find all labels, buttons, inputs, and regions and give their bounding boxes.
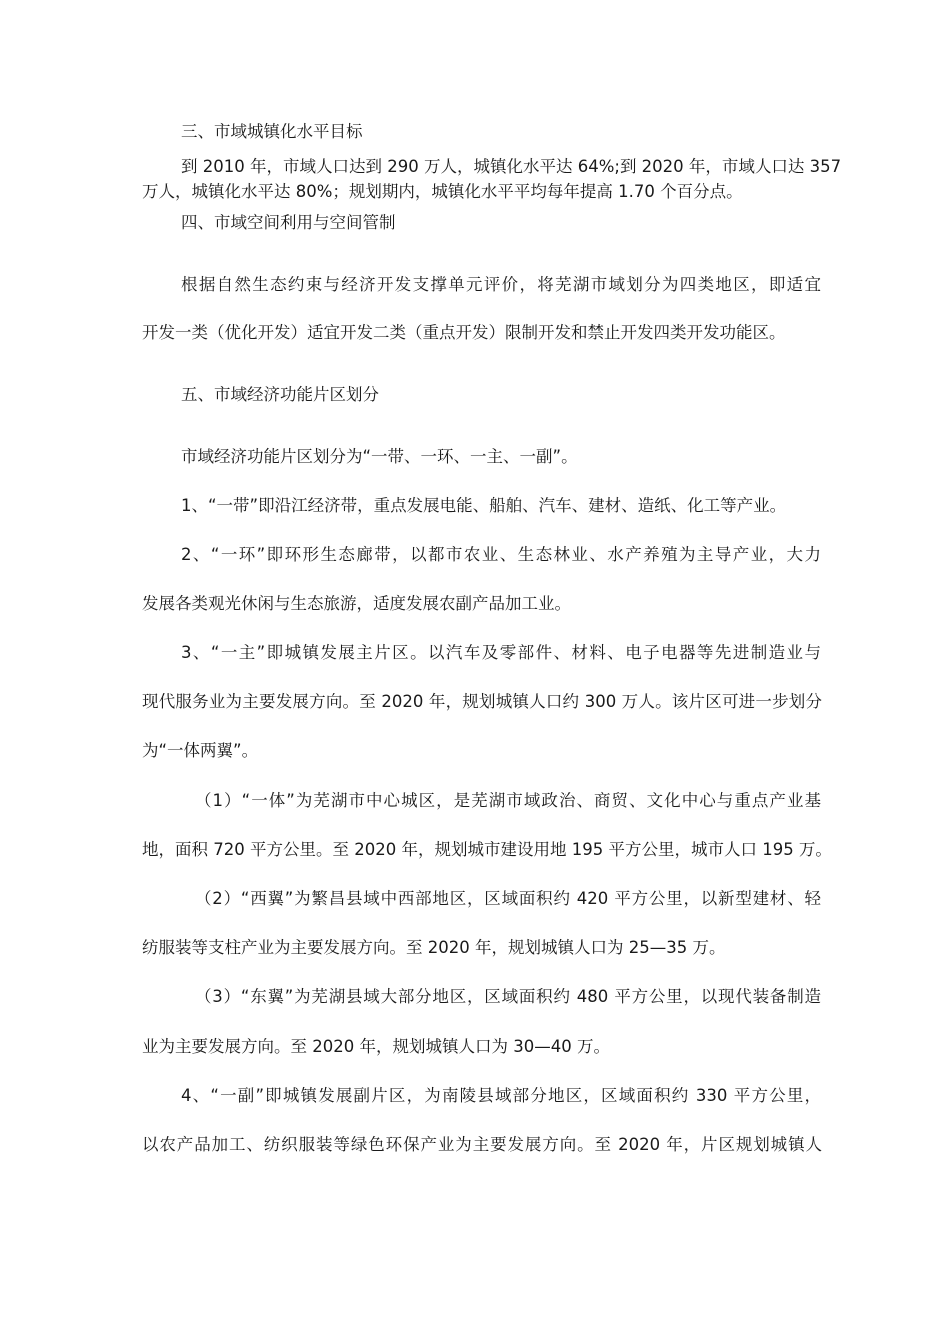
list-item-2: 2、“一环”即环形生态廊带，以都市农业、生态林业、水产养殖为主导产业，大力	[181, 545, 821, 564]
list-item-4: 4、“一副”即城镇发展副片区，为南陵县域部分地区，区域面积约 330 平方公里，	[181, 1086, 821, 1105]
paragraph-line: 纺服装等支柱产业为主要发展方向。至 2020 年，规划城镇人口为 25—35 万。	[142, 938, 726, 957]
paragraph-line: 根据自然生态约束与经济开发支撑单元评价，将芜湖市域划分为四类地区，即适宜	[181, 275, 821, 294]
paragraph-line: 万人，城镇化水平达 80%；规划期内，城镇化水平平均每年提高 1.70 个百分点。	[142, 182, 743, 201]
sub-item-3: （3）“东翼”为芜湖县域大部分地区，区域面积约 480 平方公里，以现代装备制造	[195, 987, 821, 1006]
paragraph-line: 业为主要发展方向。至 2020 年，规划城镇人口为 30—40 万。	[142, 1037, 610, 1056]
paragraph-line: 到 2010 年，市域人口达到 290 万人，城镇化水平达 64%;到 2020 年，市域人口达 357	[181, 157, 842, 176]
sub-item-1: （1）“一体”为芜湖市中心城区，是芜湖市域政治、商贸、文化中心与重点产业基	[195, 791, 821, 810]
heading-economic-zones: 五、市域经济功能片区划分	[181, 385, 379, 404]
list-item-1: 1、“一带”即沿江经济带，重点发展电能、船舶、汽车、建材、造纸、化工等产业。	[181, 496, 787, 515]
sub-item-2: （2）“西翼”为繁昌县域中西部地区，区域面积约 420 平方公里，以新型建材、轻	[195, 889, 821, 908]
paragraph-line: 地，面积 720 平方公里。至 2020 年，规划城市建设用地 195 平方公里，城市人口 195 万。	[142, 840, 832, 859]
paragraph-line: 为“一体两翼”。	[142, 741, 259, 760]
paragraph-line: 市域经济功能片区划分为“一带、一环、一主、一副”。	[181, 447, 578, 466]
paragraph-line: 以农产品加工、纺织服装等绿色环保产业为主要发展方向。至 2020 年，片区规划城镇人	[142, 1135, 822, 1154]
paragraph-line: 发展各类观光休闲与生态旅游，适度发展农副产品加工业。	[142, 594, 571, 613]
heading-urbanization-target: 三、市域城镇化水平目标	[181, 122, 363, 141]
paragraph-line: 现代服务业为主要发展方向。至 2020 年，规划城镇人口约 300 万人。该片区可进一步划分	[142, 692, 822, 711]
list-item-3: 3、“一主”即城镇发展主片区。以汽车及零部件、材料、电子电器等先进制造业与	[181, 643, 821, 662]
heading-spatial-control: 四、市域空间利用与空间管制	[181, 213, 396, 232]
paragraph-line: 开发一类（优化开发）适宜开发二类（重点开发）限制开发和禁止开发四类开发功能区。	[142, 323, 786, 342]
